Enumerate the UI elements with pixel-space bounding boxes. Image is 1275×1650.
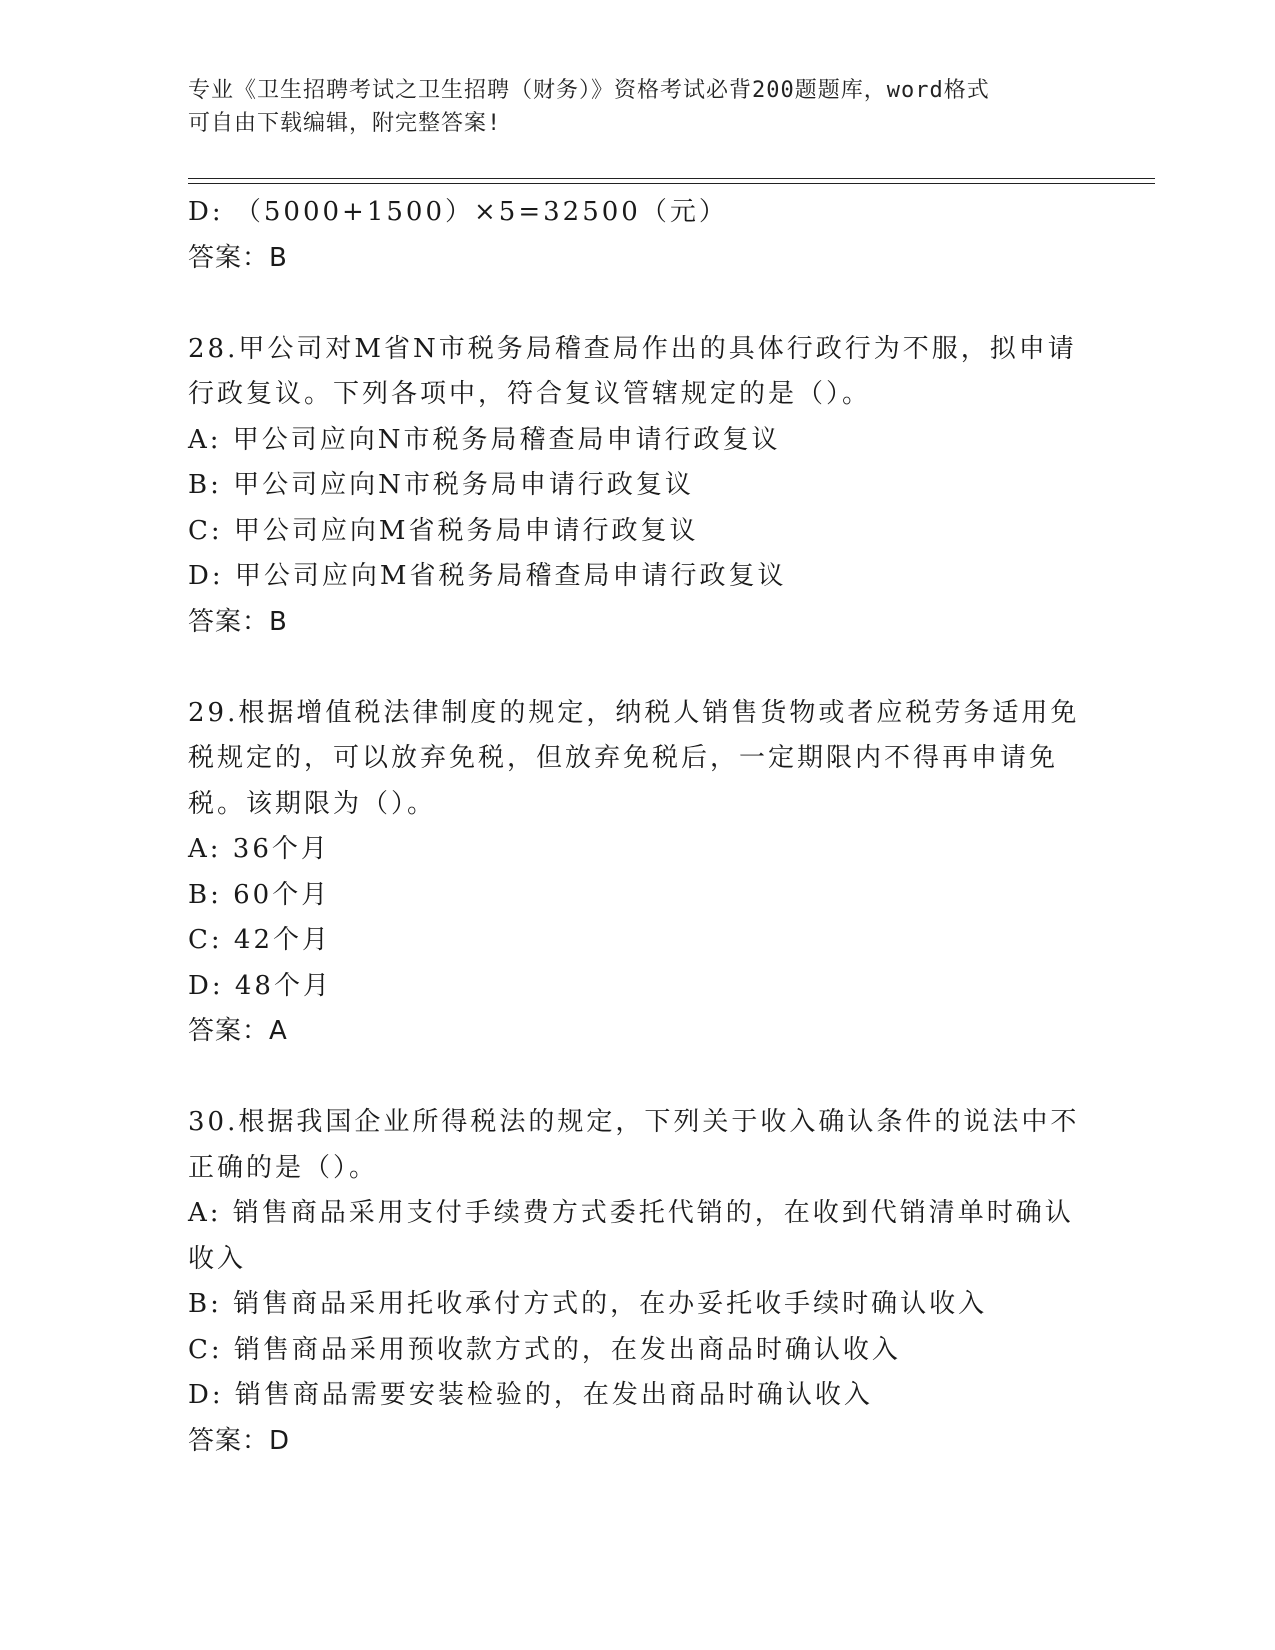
option-a: A: 36个月 [188,834,330,864]
option-b: B: 60个月 [188,879,331,910]
header-line-1: 专业《卫生招聘考试之卫生招聘（财务）》资格考试必背200题题库，word格式 [188,78,990,103]
option-b: B: 销售商品采用托收承付方式的，在办妥托收手续时确认收入 [188,1289,988,1319]
question-text-line: 税规定的，可以放弃免税，但放弃免税后，一定期限内不得再申请免 [188,743,1059,773]
question-text-line: 28.甲公司对M省N市税务局稽查局作出的具体行政行为不服，拟申请 [188,333,1077,364]
option-d: D: 甲公司应向M省税务局稽查局申请行政复议 [188,561,787,591]
option-c: C: 销售商品采用预收款方式的，在发出商品时确认收入 [188,1334,901,1365]
prev-option-d: D: （5000+1500）×5=32500（元） [188,197,728,227]
option-d: D: 48个月 [188,970,332,1001]
header-divider-top [188,178,1155,179]
option-a: A: 甲公司应向N市税务局稽查局申请行政复议 [188,424,781,455]
spacer [188,645,1088,691]
question-text-line: 行政复议。下列各项中，符合复议管辖规定的是（）。 [188,379,872,409]
prev-answer: 答案：B [188,242,288,273]
question-28 [188,327,1088,646]
answer: 答案：B [188,606,288,637]
question-30 [188,1100,1088,1464]
spacer [188,1055,1088,1101]
question-text-line: 正确的是（）。 [188,1152,379,1183]
option-a: A: 销售商品采用支付手续费方式委托代销的，在收到代销清单时确认 [188,1198,1074,1228]
page-header [188,74,1088,140]
question-text-line: 30.根据我国企业所得税法的规定，下列关于收入确认条件的说法中不 [188,1107,1080,1137]
header-divider-bottom [188,183,1155,184]
answer: 答案：A [188,1016,288,1046]
spacer [188,281,1088,327]
option-d: D: 销售商品需要安装检验的，在发出商品时确认收入 [188,1380,873,1410]
option-c: C: 甲公司应向M省税务局申请行政复议 [188,515,699,546]
question-text-line: 税。该期限为（）。 [188,788,437,819]
option-b: B: 甲公司应向N市税务局申请行政复议 [188,470,694,500]
question-text-line: 29.根据增值税法律制度的规定，纳税人销售货物或者应税劳务适用免 [188,697,1080,728]
header-line-2: 可自由下载编辑，附完整答案! [188,111,502,136]
answer: 答案：D [188,1425,291,1456]
question-content [188,190,1088,1464]
option-c: C: 42个月 [188,925,332,955]
option-a-continued: 收入 [188,1243,247,1274]
question-29 [188,691,1088,1055]
